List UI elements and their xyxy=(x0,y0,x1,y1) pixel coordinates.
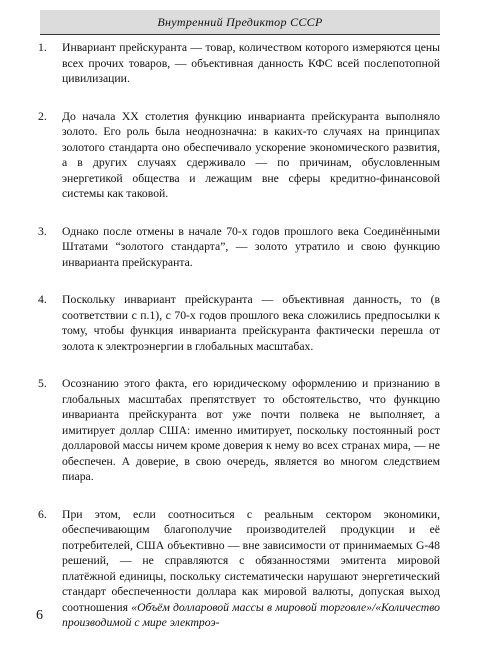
list-item xyxy=(38,292,440,354)
list-item-number: 3. xyxy=(38,224,47,238)
list-item-number: 6. xyxy=(38,507,47,521)
list-item-text: Поскольку инвариант прейскуранта — объективная данность, то (в соответствии с п.1), с 70-х годов прошлого века сложились предпосылки к тому, чтобы функция инварианта прейскуранта фактически перешла от золота к электроэнергии в глобальных масштабах. xyxy=(62,293,440,353)
list-item-text: Осознанию этого факта, его юридическому оформлению и признанию в глобальных масштабах препятствует то обстоятельство, что функцию инварианта прейскуранта вот уже почти полвека не выполняет, а имитирует доллар США: именно имитирует, поскольку постоянный рост долларовой массы ничем кроме доверия к нему во всех странах мира, — не обеспечен. А доверие, в свою очередь, является во многом следствием пиара. xyxy=(62,377,440,483)
list-item xyxy=(38,109,440,202)
list-item-number: 1. xyxy=(38,41,47,54)
list-item-text: Инвариант прейскуранта — товар, количеством которого измеряются цены всех прочих товаров, — объективная данность КФС всей послепотопной цивилизации. xyxy=(62,41,440,85)
running-header-title: Внутренний Предиктор СССР xyxy=(157,14,323,29)
list-item xyxy=(38,40,440,87)
list-item-text: До начала XX столетия функцию инварианта прейскуранта выполняло золото. Его роль была неоднозначна: в каких-то случаях на принципах золотого стандарта оно обеспечивало ускорение экономического развития, а в других случаях сдерживало — по причинам, обусловленным энергетикой общества и лежащим вне сферы кредитно-финансовой системы как таковой. xyxy=(62,109,440,200)
numbered-list xyxy=(38,40,440,653)
list-item-text: При этом, если соотноситься с реальным сектором экономики, обеспечивающим благополучие производителей продукции и её потребителей, США объективно — вне зависимости от принимаемых G-48 решений, — не справляются с обязанностями эмитента мировой платёжной единицы, поскольку систематически нарушают энергетический стандарт обеспеченности доллара как мировой валюты, допуская выход соотношения xyxy=(62,507,440,614)
list-item-number: 5. xyxy=(38,377,47,390)
list-item-text: Однако после отмены в начале 70-х годов прошлого века Соединёнными Штатами “золотого стандарта”, — золото утратило и свою функцию инварианта прейскуранта. xyxy=(62,224,440,269)
list-item-number: 4. xyxy=(38,293,47,306)
list-item-italic-text: «Объём долларовой массы в мировой торговле»/«Количество производимой с мире электроэ- xyxy=(62,600,440,629)
running-header xyxy=(40,10,440,35)
list-item xyxy=(38,507,440,631)
list-item xyxy=(38,224,440,271)
page-number: 6 xyxy=(36,608,43,623)
list-item xyxy=(38,376,440,485)
list-item-number: 2. xyxy=(38,109,47,123)
